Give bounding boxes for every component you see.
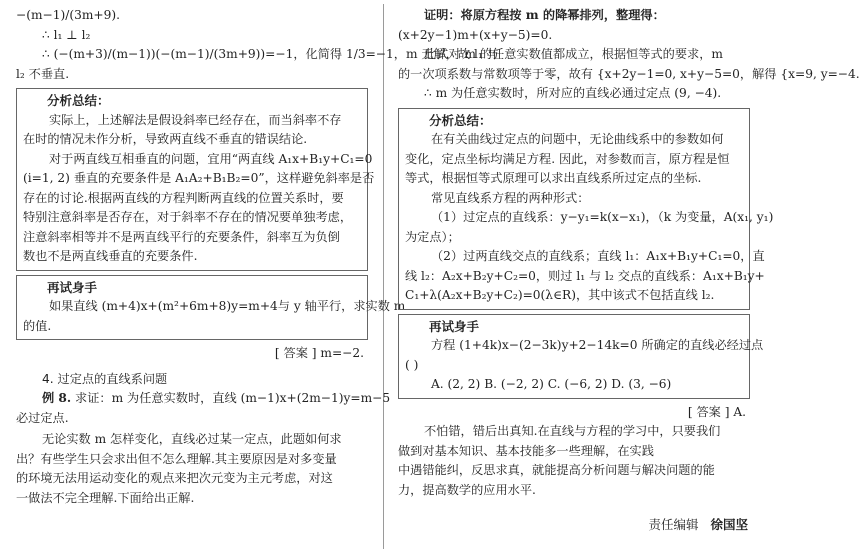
closing-line: 做到对基本知识、基本技能多一些理解，在实践 — [398, 443, 654, 458]
column-divider — [383, 4, 384, 549]
closing-line: 不怕错，错后出真知.在直线与方程的学习中，只要我们 — [424, 424, 721, 438]
try-it-question: 方程 (1+4k)x−(2−3k)y+2−14k=0 所确定的直线必经过点 — [431, 338, 764, 352]
try-it-box — [16, 275, 406, 341]
paragraph-line: 一做法不完全理解.下面给出正解. — [16, 490, 195, 505]
analysis-text-line: 对于两直线互相垂直的问题，宜用“两直线 A₁x+B₁y+C₁=0 — [49, 151, 373, 166]
proof-line: (x+2y−1)m+(x+y−5)=0. — [398, 27, 553, 42]
try-it-title: 再试身手 — [47, 279, 98, 295]
editor-name: 徐国坚 — [710, 517, 748, 532]
closing-line: 中遇错能纠，反思求真，就能提高分析问题与解决问题的能 — [398, 463, 715, 477]
conclusion-line: l₂ 不垂直. — [16, 66, 70, 81]
analysis-text-line: 注意斜率相等并不是两直线平行的充要条件，斜率互为负倒 — [23, 229, 340, 244]
paragraph-line: 的环境无法用运动变化的观点来把次元变为主元考虑，对这 — [16, 471, 333, 485]
analysis-text-line: 在有关曲线过定点的问题中，无论曲线系中的参数如何 — [431, 132, 724, 146]
analysis-summary-box — [16, 88, 375, 271]
analysis-summary-box — [398, 108, 774, 310]
analysis-text-line: 数也不是两直线垂直的充要条件. — [23, 249, 198, 263]
analysis-text-line: (i=1, 2) 垂直的充要条件是 A₁A₂+B₁B₂=0”，这样避免斜率是否 — [23, 171, 375, 185]
analysis-text-line: 在时的情况未作分析，导致两直线不垂直的错误结论. — [23, 132, 308, 146]
analysis-text-line: 常见直线系方程的两种形式： — [431, 190, 590, 205]
try-it-question: 如果直线 (m+4)x+(m²+6m+8)y=m+4与 y 轴平行，求实数 m — [49, 299, 406, 313]
closing-line: 力，提高数学的应用水平. — [398, 482, 536, 497]
try-it-box — [398, 314, 764, 399]
try-it-title: 再试身手 — [429, 318, 480, 334]
fraction-line: −(m−1)/(3m+9). — [16, 8, 121, 22]
try-it-question: 的值. — [23, 318, 52, 333]
section-title: 4. 过定点的直线系问题 — [42, 371, 168, 386]
analysis-title: 分析总结： — [47, 93, 110, 108]
example-label: 例 8. — [42, 391, 72, 405]
product-equation: ∴ (−(m+3)/(m−1))(−(m−1)/(3m+9))=−1，化简得 1/3=−1，m 无解，故 l₁ 与 — [42, 47, 499, 61]
editor-credit — [648, 515, 748, 533]
analysis-text-line: 等式，根据恒等式原理可以求出直线系所过定点的坐标. — [405, 171, 702, 185]
answer-line: [ 答案 ] A. — [687, 404, 746, 419]
editor-label: 责任编辑 — [648, 517, 699, 532]
analysis-text-line: 为定点）； — [405, 229, 460, 244]
analysis-text-line: 存在的讨论.根据两直线的方程判断两直线的位置关系时，要 — [23, 190, 344, 205]
right-column — [398, 6, 860, 500]
paragraph-line: 出？有些学生只会求出但不怎么理解.其主要原因是对多变量 — [16, 451, 337, 466]
proof-line: 证明：将原方程按 m 的降幂排列，整理得： — [424, 8, 665, 22]
analysis-text-line: （1）过定点的直线系：y−y₁=k(x−x₁)，（k 为变量，A(x₁, y₁) — [431, 210, 774, 224]
analysis-title: 分析总结： — [429, 112, 492, 128]
proof-line: 此式对 m 的任意实数值都成立，根据恒等式的要求，m — [424, 47, 723, 61]
try-it-options: A. (2, 2) B. (−2, 2) C. (−6, 2) D. (3, −6) — [431, 377, 672, 391]
example-text: 必过定点. — [16, 410, 69, 425]
analysis-text-line: （2）过两直线交点的直线系；直线 l₁：A₁x+B₁y+C₁=0，直 — [431, 249, 765, 263]
analysis-text-line: 特别注意斜率是否存在，对于斜率不存在的情况要单独考虑， — [23, 210, 353, 224]
proof-line: ∴ m 为任意实数时，所对应的直线必通过定点 (9, −4). — [424, 86, 722, 100]
try-it-blank: ( ) — [405, 357, 419, 372]
analysis-text-line: 变化，定点坐标均满足方程. 因此，对参数而言，原方程是恒 — [405, 151, 730, 166]
analysis-text-line: 实际上，上述解法是假设斜率已经存在，而当斜率不存 — [49, 112, 342, 127]
perpendicular-line: ∴ l₁ ⊥ l₂ — [42, 27, 91, 42]
answer-line: [ 答案 ] m=−2. — [274, 346, 364, 360]
analysis-text-line: 线 l₂：A₂x+B₂y+C₂=0，则过 l₁ 与 l₂ 交点的直线系：A₁x+B₁y+ — [405, 268, 765, 283]
analysis-text-line: C₁+λ(A₂x+B₂y+C₂)=0(λ∈R)，其中该式不包括直线 l₂. — [405, 288, 715, 302]
proof-line: 的一次项系数与常数项等于零，故有 {x+2y−1=0, x+y−5=0，解得 {x=9, y=−4. — [398, 66, 860, 81]
paragraph-line: 无论实数 m 怎样变化，直线必过某一定点，此题如何求 — [42, 432, 342, 446]
example-text: 求证：m 为任意实数时，直线 (m−1)x+(2m−1)y=m−5 — [75, 391, 391, 405]
